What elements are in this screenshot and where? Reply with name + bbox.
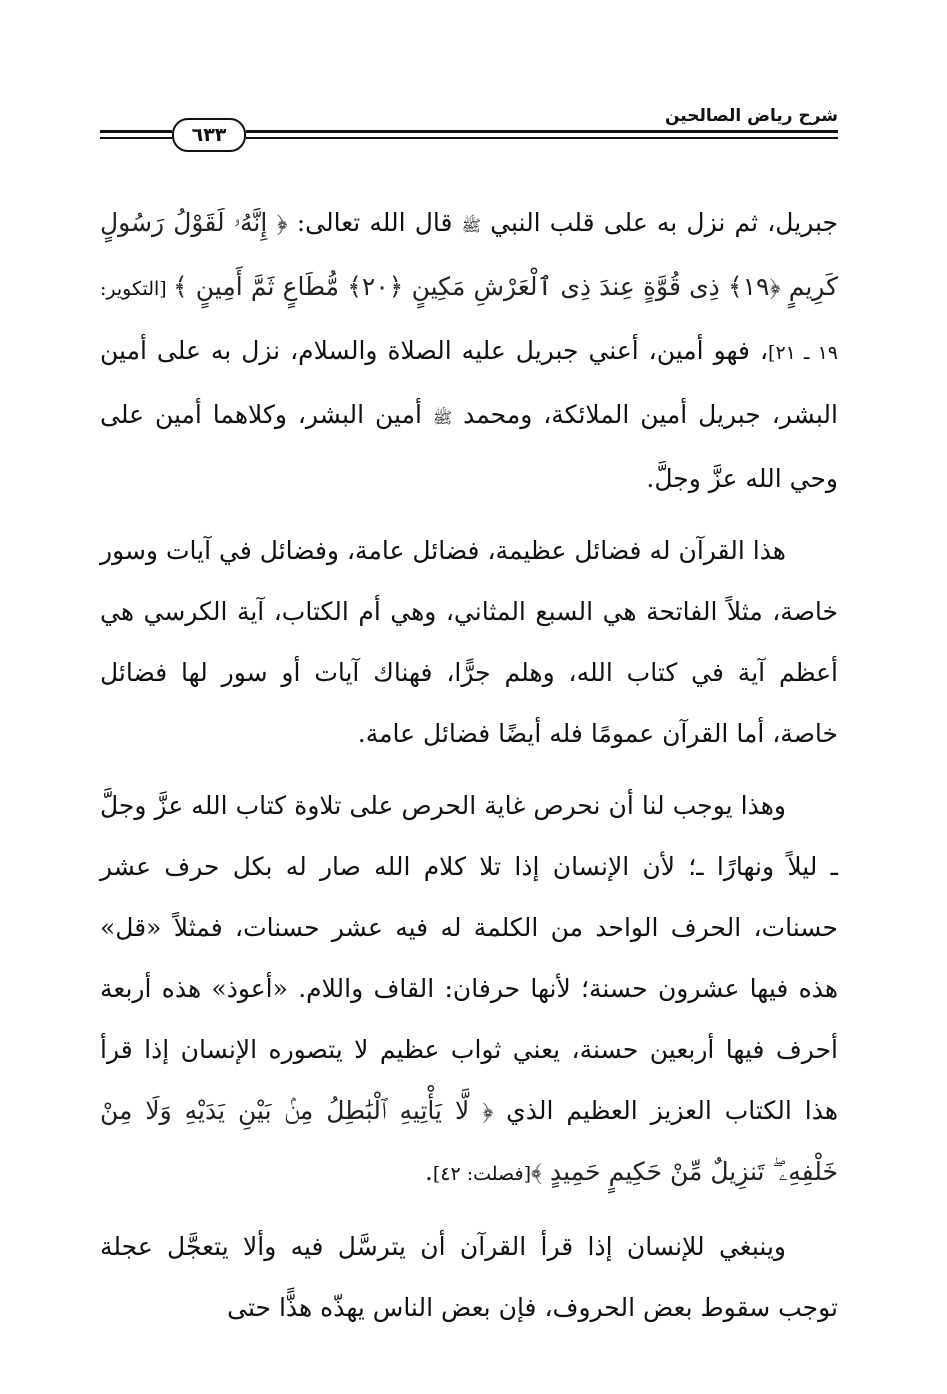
paragraph: [100, 192, 838, 509]
paragraph-text: وهذا يوجب لنا أن نحرص غاية الحرص على تلاوة كتاب الله عزَّ وجلَّ ـ ليلاً ونهارًا ـ؛ لأن الإنسان إذا تلا كلام الله صار له بكل حرف عشر حسنات، الحرف الواحد من الكلمة له فيه عشر حسنات، فمثلاً «قل» هذه فيها عشرون حسنة؛ لأنها حرفان: القاف واللام. «أعوذ» هذه أربعة أحرف فيها أربعين حسنة، يعني ثواب عظيم لا يتصوره الإنسان إذا قرأ هذا الكتاب العزيز العظيم الذي: [100, 791, 838, 1125]
paragraph-text: جبريل، ثم نزل به على قلب النبي: [480, 208, 838, 237]
verse-reference: [التكوير: ١٩ ـ ٢١]: [100, 278, 838, 364]
paragraph-text: ، فهو أمين، أعني جبريل عليه الصلاة والسلام، نزل به على أمين البشر، جبريل أمين الملائكة، ومحمد: [100, 336, 838, 429]
body-text: [100, 192, 838, 1349]
honorific: ﷺ: [432, 408, 453, 427]
paragraph-text: أمين البشر، وكلاهما أمين على وحي الله عزَّ وجلَّ.: [100, 400, 838, 493]
paragraph-text: قال الله تعالى:: [287, 208, 462, 237]
verse-reference: [فصلت: ٤٢]: [432, 1163, 532, 1185]
page-header: [100, 96, 838, 156]
quran-verse: ﴿ لَّا يَأْتِيهِ ٱلْبَٰطِلُ مِنۢ بَيْنِ يَدَيْهِ وَلَا مِنْ خَلْفِهِۦ ۖ تَنزِيلٌ مِّنْ حَكِيمٍ حَمِيدٍ ﴾: [100, 1096, 838, 1186]
paragraph: [100, 775, 838, 1205]
paragraph-text: .: [424, 1157, 433, 1186]
honorific: ﷺ: [461, 216, 481, 235]
page-number: ٦٣٣: [172, 118, 246, 152]
paragraph: [100, 1216, 838, 1338]
quran-verse: ﴿ إِنَّهُۥ لَقَوْلُ رَسُولٍ كَرِيمٍ ﴿١٩﴾ ذِى قُوَّةٍ عِندَ ذِى ٱلْعَرْشِ مَكِينٍ ﴿٢٠﴾ مُّطَاعٍ ثَمَّ أَمِينٍ ﴾: [100, 208, 838, 301]
page-number-frame: [172, 118, 246, 152]
paragraph-text: وينبغي للإنسان إذا قرأ القرآن أن يترسَّل فيه وألا يتعجَّل عجلة توجب سقوط بعض الحروف، فإن بعض الناس يهذّه هذًّا حتى: [100, 1232, 838, 1322]
paragraph: [100, 520, 838, 764]
paragraph-text: هذا القرآن له فضائل عظيمة، فضائل عامة، وفضائل في آيات وسور خاصة، مثلاً الفاتحة هي السبع المثاني، وهي أم الكتاب، آية الكرسي هي أعظم آية في كتاب الله، وهلم جرًّا، فهناك آيات أو سور لها فضائل خاصة، أما القرآن عمومًا فله أيضًا فضائل عامة.: [100, 536, 838, 748]
running-title: شرح رياض الصالحين: [664, 106, 838, 126]
